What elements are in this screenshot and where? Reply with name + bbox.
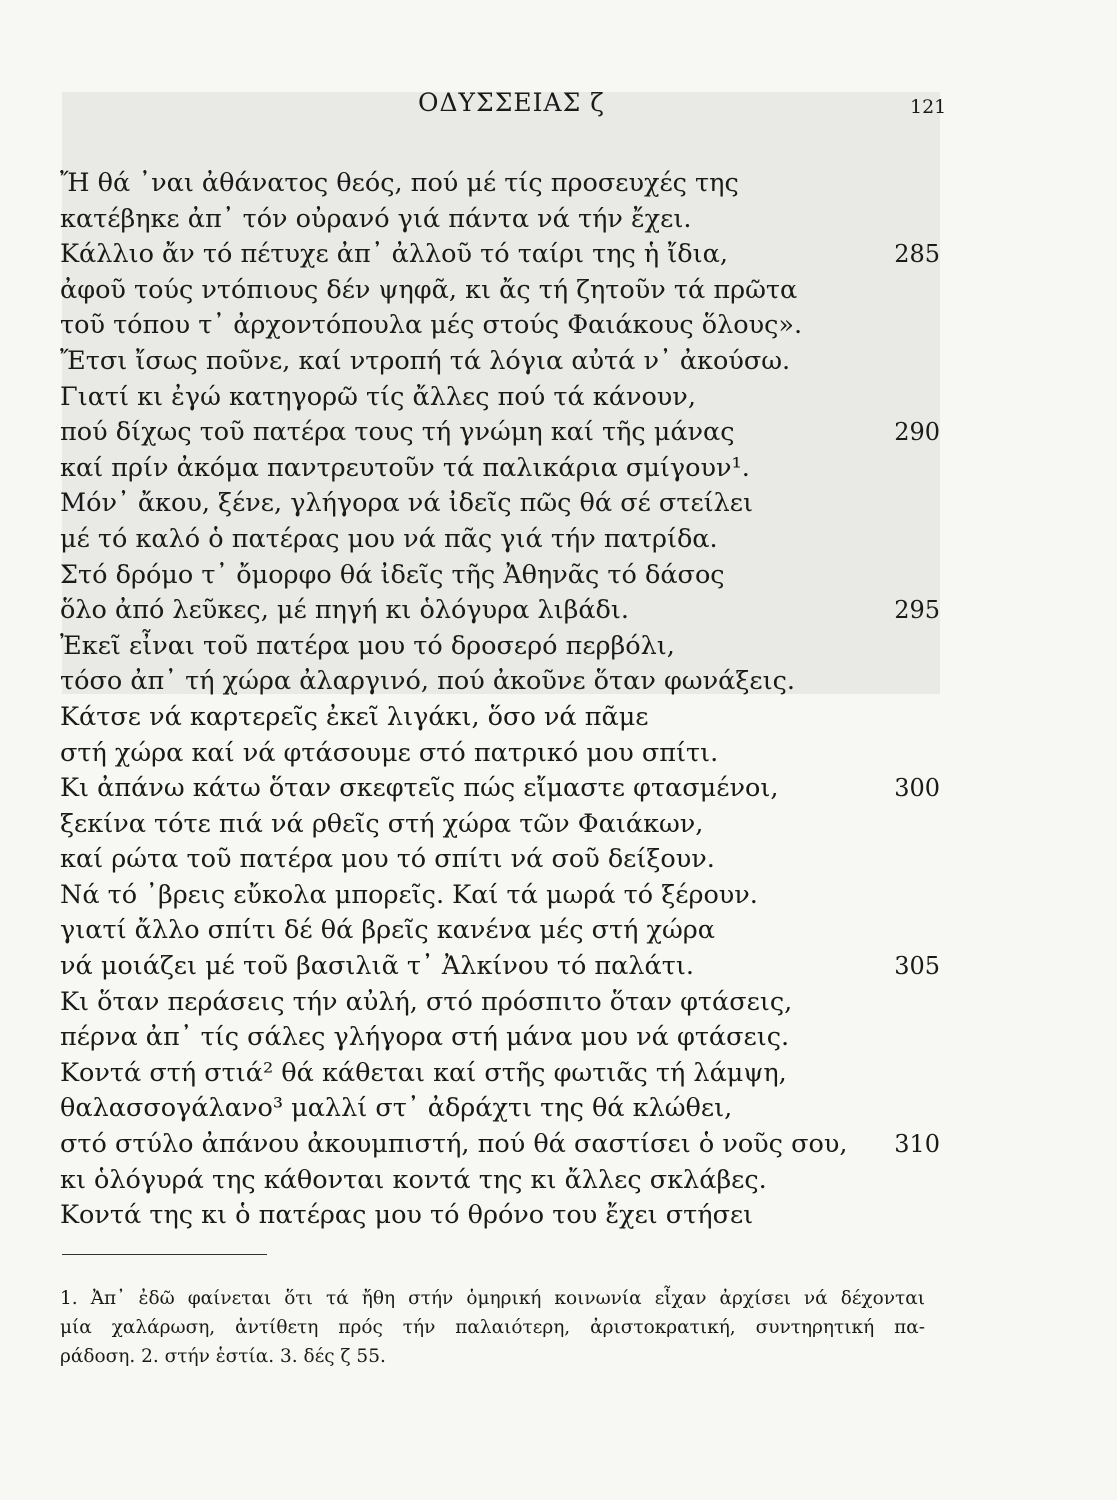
verse-line bbox=[60, 771, 940, 807]
verse-text: Νά τό ᾽βρεις εὔκολα μπορεῖς. Καί τά μωρά τό ξέρουν. bbox=[60, 879, 758, 910]
verse-line bbox=[60, 949, 940, 985]
verse-text: γιατί ἄλλο σπίτι δέ θά βρεῖς κανένα μές στή χώρα bbox=[60, 915, 715, 946]
verse-line bbox=[60, 344, 940, 380]
verse-text: θαλασσογάλανο³ μαλλί στ᾽ ἀδράχτι της θά κλώθει, bbox=[60, 1093, 733, 1124]
footnote-divider bbox=[62, 1254, 267, 1255]
verse-text: Κι ὅταν περάσεις τήν αὐλή, στό πρόσπιτο ὅταν φτάσεις, bbox=[60, 986, 793, 1017]
verse-text: κι ὁλόγυρά της κάθονται κοντά της κι ἄλλες σκλάβες. bbox=[60, 1164, 767, 1195]
verse-text: στό στύλο ἀπάνου ἀκουμπιστή, πού θά σαστίσει ὁ νοῦς σου, bbox=[60, 1129, 848, 1160]
verse-text: Γιατί κι ἐγώ κατηγορῶ τίς ἄλλες πού τά κάνουν, bbox=[60, 381, 696, 412]
verse-text: πέρνα ἀπ᾽ τίς σάλες γλήγορα στή μάνα μου νά φτάσεις. bbox=[60, 1022, 790, 1053]
verse-line bbox=[60, 878, 940, 914]
line-number: 285 bbox=[894, 240, 940, 269]
verse-line bbox=[60, 237, 940, 273]
verse-line bbox=[60, 308, 940, 344]
verse-line bbox=[60, 486, 940, 522]
footnote-line: μία χαλάρωση, ἀντίθετη πρός τήν παλαιότερη, ἀριστοκρατική, συντηρητική πα- bbox=[60, 1317, 925, 1338]
page-number: 121 bbox=[910, 96, 947, 118]
verse-text: Κι ἀπάνω κάτω ὅταν σκεφτεῖς πώς εἴμαστε φτασμένοι, bbox=[60, 773, 779, 804]
verse-text: τόσο ἀπ᾽ τή χώρα ἀλαργινό, πού ἀκοῦνε ὅταν φωνάξεις. bbox=[60, 666, 795, 697]
verse-line bbox=[60, 664, 940, 700]
verse-text: Ἐκεῖ εἶναι τοῦ πατέρα μου τό δροσερό περβόλι, bbox=[60, 630, 675, 661]
verse-line bbox=[60, 1198, 940, 1234]
line-number: 295 bbox=[894, 596, 940, 625]
verse-line bbox=[60, 842, 940, 878]
verse-line bbox=[60, 166, 940, 202]
verse-line bbox=[60, 1163, 940, 1199]
verse-line bbox=[60, 1127, 940, 1163]
footnote-line: ράδοση. 2. στήν ἑστία. 3. δές ζ 55. bbox=[60, 1346, 386, 1367]
verse-text: κατέβηκε ἀπ᾽ τόν οὐρανό γιά πάντα νά τήν ἔχει. bbox=[60, 203, 692, 234]
verse-text: ὅλο ἀπό λεῦκες, μέ πηγή κι ὁλόγυρα λιβάδι. bbox=[60, 595, 630, 626]
verse-text: Κάτσε νά καρτερεῖς ἐκεῖ λιγάκι, ὅσο νά πᾶμε bbox=[60, 701, 649, 732]
verse-line bbox=[60, 807, 940, 843]
verse-text: Ἤ θά ᾽ναι ἀθάνατος θεός, πού μέ τίς προσευχές της bbox=[60, 168, 739, 198]
verse-line bbox=[60, 700, 940, 736]
verse-text: Ἔτσι ἴσως ποῦνε, καί ντροπή τά λόγια αὐτά ν᾽ ἀκούσω. bbox=[60, 345, 791, 376]
verse-text: καί ρώτα τοῦ πατέρα μου τό σπίτι νά σοῦ δείξουν. bbox=[60, 844, 715, 875]
footnotes bbox=[60, 1284, 925, 1371]
line-number: 310 bbox=[894, 1130, 940, 1159]
verse-line bbox=[60, 629, 940, 665]
verse-text: Κοντά στή στιά² θά κάθεται καί στῆς φωτιᾶς τή λάμψη, bbox=[60, 1057, 787, 1088]
verse-line bbox=[60, 380, 940, 416]
verse-text: Στό δρόμο τ᾽ ὄμορφο θά ἰδεῖς τῆς Ἀθηνᾶς τό δάσος bbox=[60, 559, 725, 590]
verse-line bbox=[60, 202, 940, 238]
line-number: 290 bbox=[894, 418, 940, 447]
verse-text: τοῦ τόπου τ᾽ ἀρχοντόπουλα μές στούς Φαιάκους ὅλους». bbox=[60, 310, 803, 341]
verse-line bbox=[60, 736, 940, 772]
verse-line bbox=[60, 913, 940, 949]
verse-line bbox=[60, 985, 940, 1021]
verse-line bbox=[60, 522, 940, 558]
verse-line bbox=[60, 593, 940, 629]
verse-text: Κάλλιο ἄν τό πέτυχε ἀπ᾽ ἀλλοῦ τό ταίρι της ἡ ἴδια, bbox=[60, 239, 728, 270]
verse-text: Μόν᾽ ἄκου, ξένε, γλήγορα νά ἰδεῖς πῶς θά σέ στείλει bbox=[60, 488, 754, 519]
verse-line bbox=[60, 415, 940, 451]
verse-line bbox=[60, 1020, 940, 1056]
verse-text: ἀφοῦ τούς ντόπιους δέν ψηφᾶ, κι ἄς τή ζητοῦν τά πρῶτα bbox=[60, 274, 798, 305]
line-number: 305 bbox=[894, 952, 940, 981]
verse-text: νά μοιάζει μέ τοῦ βασιλιᾶ τ᾽ Ἀλκίνου τό παλάτι. bbox=[60, 951, 694, 982]
verse-line bbox=[60, 451, 940, 487]
verse-line bbox=[60, 273, 940, 309]
verse-block bbox=[60, 166, 940, 1234]
verse-line bbox=[60, 1056, 940, 1092]
verse-line bbox=[60, 558, 940, 594]
verse-text: ξεκίνα τότε πιά νά ρθεῖς στή χώρα τῶν Φαιάκων, bbox=[60, 808, 704, 839]
running-header-title: ΟΔΥΣΣΕΙΑΣ ζ bbox=[418, 88, 605, 117]
verse-text: Κοντά της κι ὁ πατέρας μου τό θρόνο του ἔχει στήσει bbox=[60, 1200, 754, 1231]
verse-text: μέ τό καλό ὁ πατέρας μου νά πᾶς γιά τήν πατρίδα. bbox=[60, 523, 718, 554]
line-number: 300 bbox=[894, 774, 940, 803]
verse-text: στή χώρα καί νά φτάσουμε στό πατρικό μου σπίτι. bbox=[60, 737, 719, 768]
footnote-line: 1. Ἀπ᾽ ἐδῶ φαίνεται ὅτι τά ἤθη στήν ὁμηρική κοινωνία εἶχαν ἀρχίσει νά δέχονται bbox=[60, 1288, 925, 1309]
verse-text: πού δίχως τοῦ πατέρα τους τή γνώμη καί τῆς μάνας bbox=[60, 417, 735, 448]
verse-line bbox=[60, 1091, 940, 1127]
verse-text: καί πρίν ἀκόμα παντρευτοῦν τά παλικάρια σμίγουν¹. bbox=[60, 452, 750, 483]
